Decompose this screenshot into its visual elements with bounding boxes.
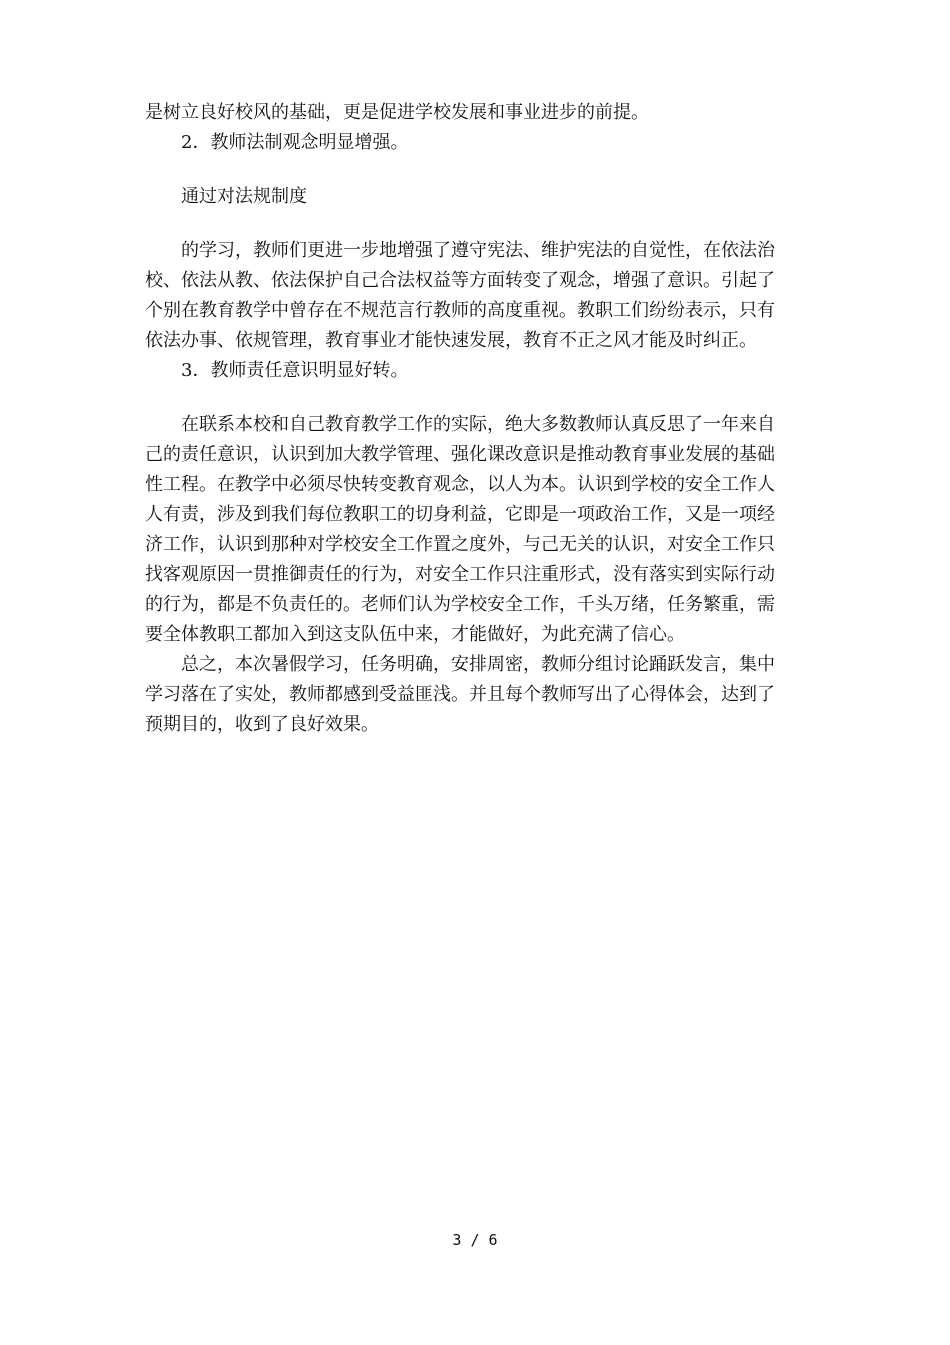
paragraph-law-awareness: [145, 236, 807, 356]
paragraph-gap: [145, 158, 807, 182]
paragraph-line: 学习落在了实处，教师都感到受益匪浅。并且每个教师写出了心得体会，达到了: [145, 684, 775, 705]
paragraph-line: 校、依法从教、依法保护自己合法权益等方面转变了观念，增强了意识。引起了: [145, 270, 775, 291]
continuation-line: 是树立良好校风的基础，更是促进学校发展和事业进步的前提。: [145, 102, 649, 123]
paragraph-responsibility: [145, 410, 807, 650]
text-fragment: 通过对法规制度: [181, 186, 307, 207]
section-heading-2: 2．教师法制观念明显增强。: [181, 132, 409, 153]
paragraph-line: 的行为，都是不负责任的。老师们认为学校安全工作，千头万绪，任务繁重，需: [145, 594, 775, 615]
paragraph-gap: [145, 212, 807, 236]
paragraph-line: 济工作，认识到那种对学校安全工作置之度外，与己无关的认识，对安全工作只: [145, 534, 775, 555]
paragraph-line: 人有责，涉及到我们每位教职工的切身利益，它即是一项政治工作，又是一项经: [145, 504, 775, 525]
section-heading-3: 3．教师责任意识明显好转。: [181, 360, 409, 381]
paragraph-line: 个别在教育教学中曾存在不规范言行教师的高度重视。教职工们纷纷表示，只有: [145, 300, 775, 321]
paragraph-line: 要全体教职工都加入到这支队伍中来，才能做好，为此充满了信心。: [145, 624, 685, 645]
paragraph-line: 己的责任意识，认识到加大教学管理、强化课改意识是推动教育事业发展的基础: [145, 444, 775, 465]
paragraph-line: 依法办事、依规管理，教育事业才能快速发展，教育不正之风才能及时纠正。: [145, 330, 757, 351]
paragraph-summary: [145, 650, 807, 740]
paragraph-gap: [145, 386, 807, 410]
paragraph-line: 找客观原因一贯推御责任的行为，对安全工作只注重形式，没有落实到实际行动: [145, 564, 775, 585]
paragraph-line: 的学习，教师们更进一步地增强了遵守宪法、维护宪法的自觉性，在依法治: [181, 240, 775, 261]
document-body: [145, 98, 807, 740]
paragraph-line: 在联系本校和自己教育教学工作的实际，绝大多数教师认真反思了一年来自: [181, 414, 775, 435]
paragraph-line: 性工程。在教学中必须尽快转变教育观念，以人为本。认识到学校的安全工作人: [145, 474, 775, 495]
page-indicator: 3 / 6: [452, 1231, 498, 1249]
paragraph-line: 预期目的，收到了良好效果。: [145, 714, 379, 735]
paragraph-line: 总之，本次暑假学习，任务明确，安排周密，教师分组讨论踊跃发言，集中: [181, 654, 775, 675]
